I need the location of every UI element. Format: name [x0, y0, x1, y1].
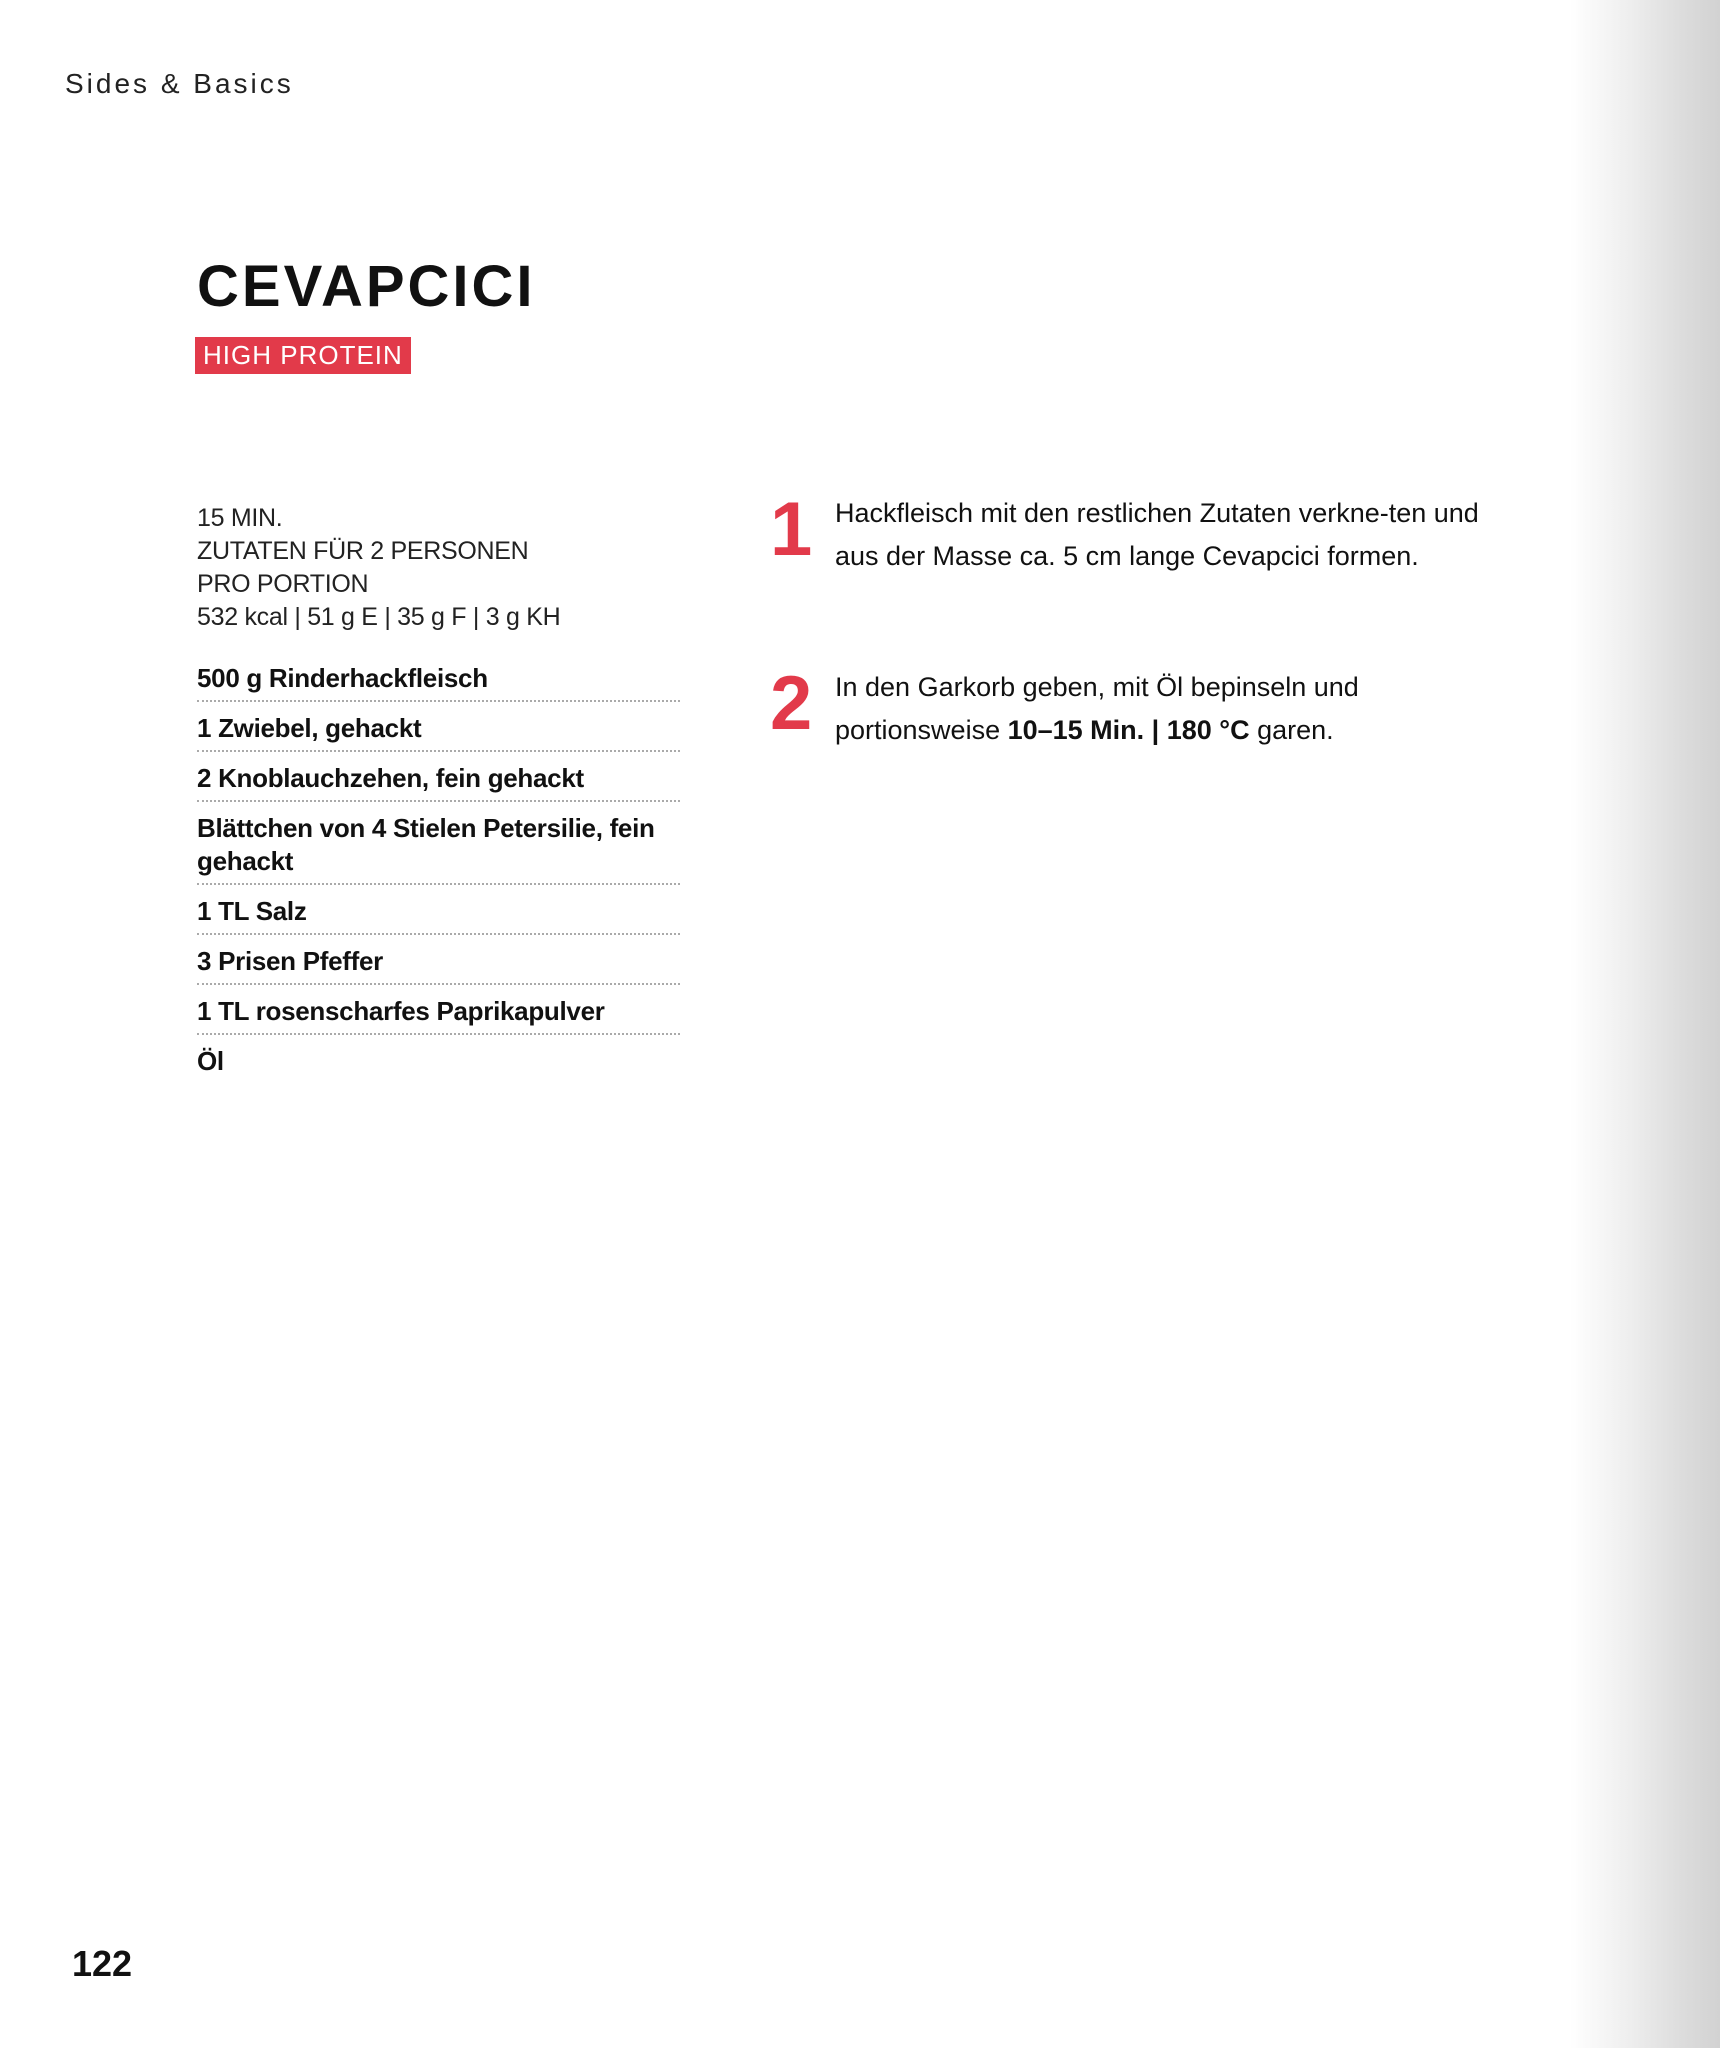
ingredient-item: 1 TL Salz — [197, 895, 680, 935]
step-text — [835, 666, 1485, 752]
step-number: 1 — [770, 487, 813, 572]
step-number: 2 — [770, 661, 813, 746]
step-text: Hackfleisch mit den restlichen Zutaten verkne-ten und aus der Masse ca. 5 cm lange Cevapcici formen. — [835, 498, 1479, 571]
nutrition-info: 532 kcal | 51 g E | 35 g F | 3 g KH — [197, 603, 561, 631]
ingredient-item: 2 Knoblauchzehen, fein gehackt — [197, 762, 680, 802]
recipe-title: CEVAPCICI — [197, 254, 536, 319]
per-portion-label: PRO PORTION — [197, 570, 369, 598]
page-number: 122 — [72, 1943, 133, 1984]
ingredient-item: Öl — [197, 1046, 224, 1076]
page-gutter-shadow — [1570, 0, 1720, 2048]
ingredient-item: Blättchen von 4 Stielen Petersilie, fein gehackt — [197, 812, 680, 885]
recipe-meta — [197, 502, 560, 634]
ingredient-item: 3 Prisen Pfeffer — [197, 945, 680, 985]
ingredient-item: 500 g Rinderhackfleisch — [197, 662, 680, 702]
step-text-part: In den Garkorb geben, mit Öl bepinseln und portionsweise — [835, 672, 1359, 745]
step-cooking-time: 10–15 Min. | 180 °C — [1007, 715, 1250, 745]
ingredient-item: 1 TL rosenscharfes Paprikapulver — [197, 995, 680, 1035]
prep-time: 15 MIN. — [197, 504, 283, 532]
ingredient-item: 1 Zwiebel, gehackt — [197, 712, 680, 752]
servings: ZUTATEN FÜR 2 PERSONEN — [197, 537, 529, 565]
high-protein-badge: HIGH PROTEIN — [195, 337, 411, 374]
ingredient-list — [197, 662, 680, 1093]
step-text-part: garen. — [1249, 715, 1334, 745]
section-header: Sides & Basics — [65, 68, 294, 99]
